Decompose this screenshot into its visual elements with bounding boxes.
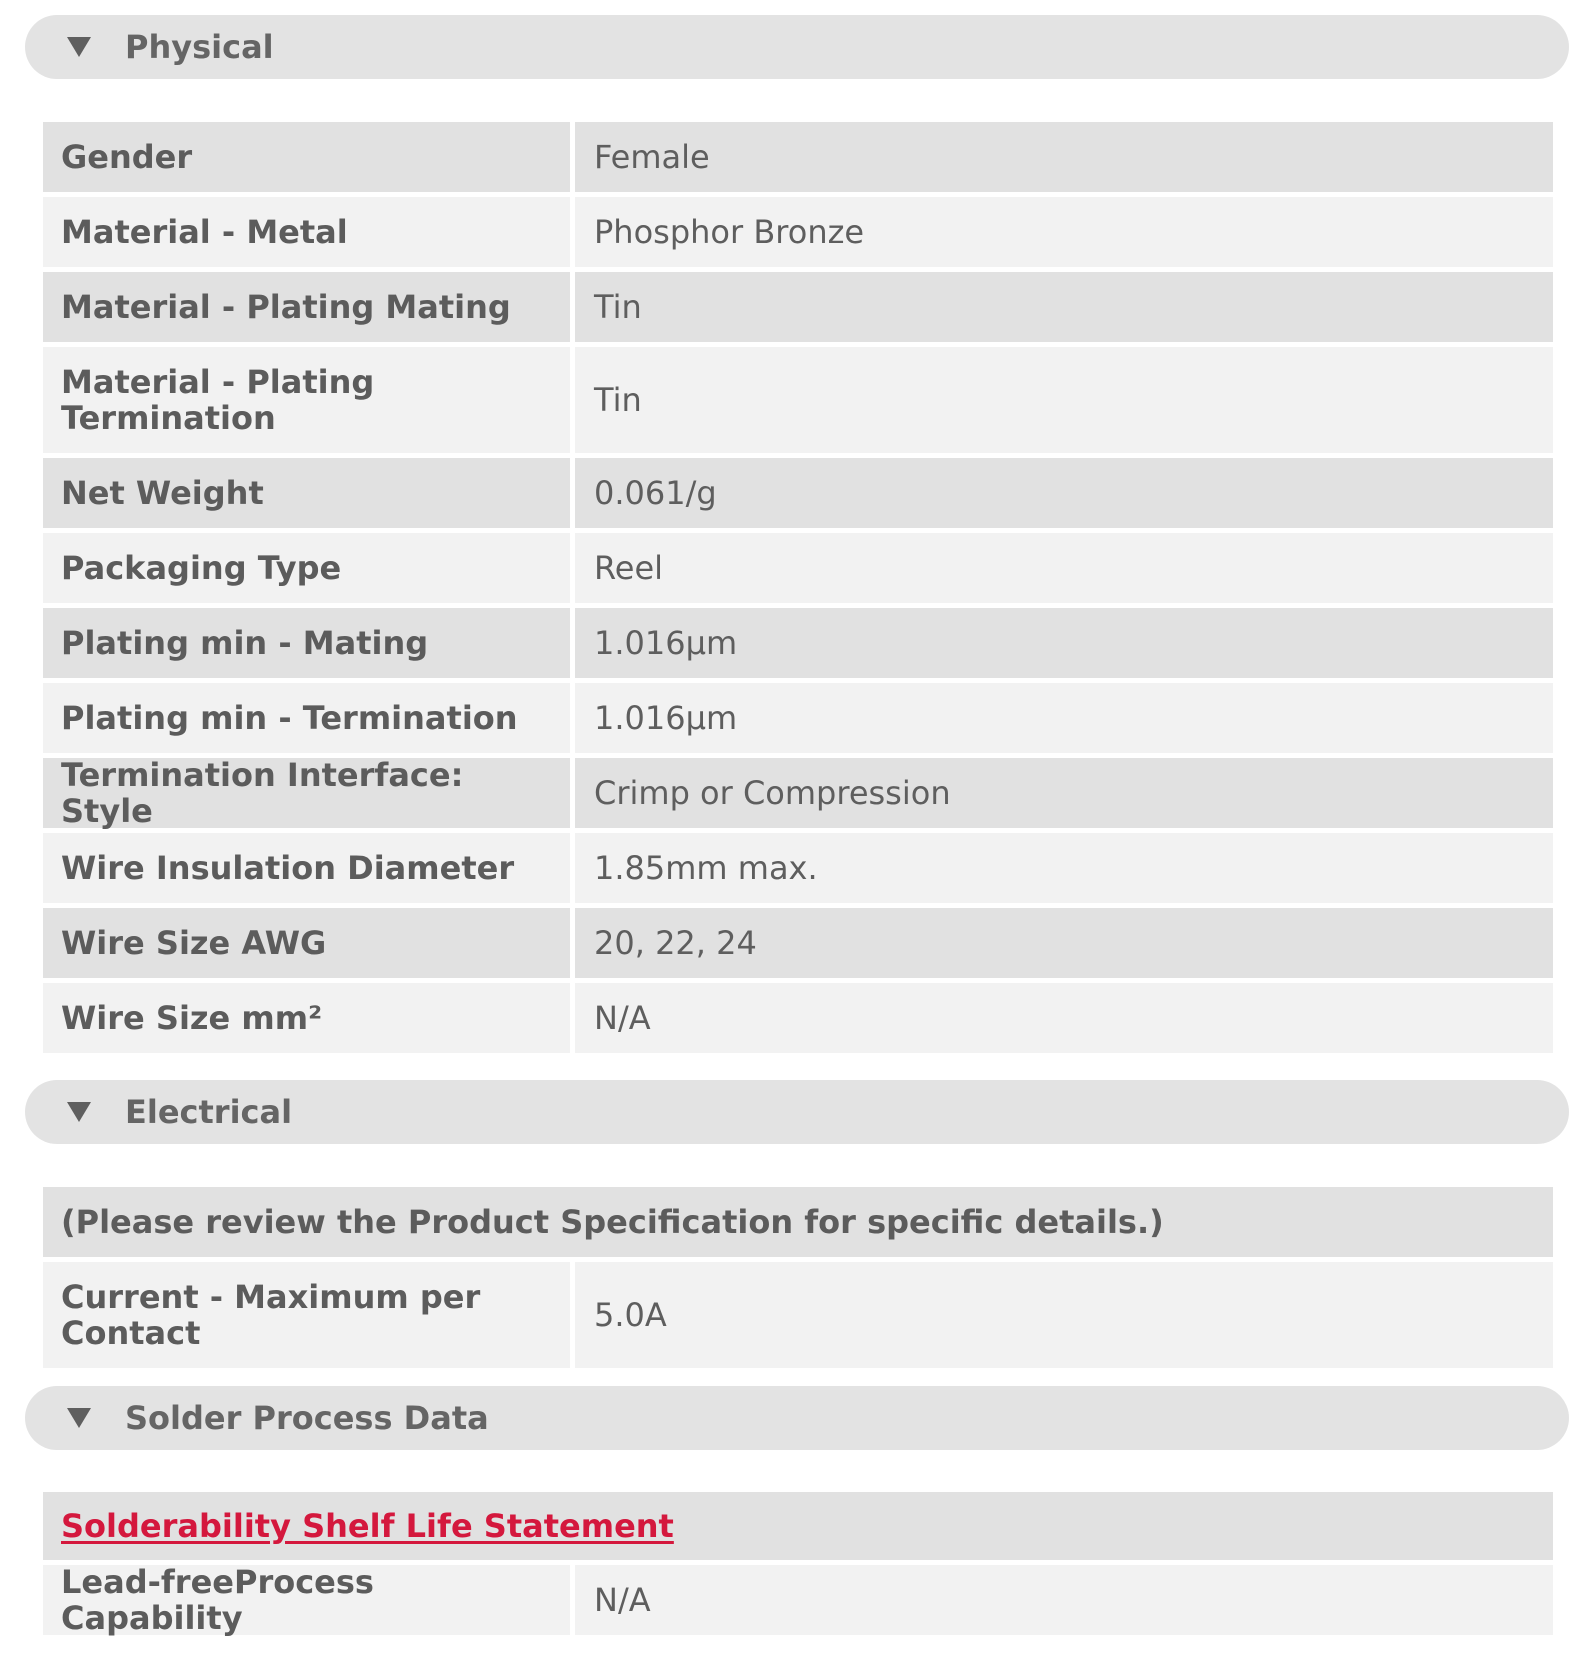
spec-value: 1.016µm xyxy=(575,608,1553,678)
table-row xyxy=(43,908,1553,978)
table-row xyxy=(43,458,1553,528)
table-row xyxy=(43,1262,1553,1368)
section-title-solder-process-data: Solder Process Data xyxy=(125,1399,489,1437)
spec-label: Net Weight xyxy=(43,458,570,528)
spec-value: N/A xyxy=(575,983,1553,1053)
spec-label: Wire Insulation Diameter xyxy=(43,833,570,903)
spec-label-text: Current - Maximum per Contact xyxy=(61,1278,481,1352)
collapse-triangle-icon[interactable] xyxy=(67,37,91,57)
spec-label: Packaging Type xyxy=(43,533,570,603)
table-row xyxy=(43,983,1553,1053)
table-row xyxy=(43,533,1553,603)
table-row xyxy=(43,683,1553,753)
spec-value: 1.85mm max. xyxy=(575,833,1553,903)
table-row xyxy=(43,833,1553,903)
table-row xyxy=(43,1565,1553,1635)
spec-label: Wire Size AWG xyxy=(43,908,570,978)
spec-label: Termination Interface: Style xyxy=(43,758,570,828)
spec-label xyxy=(43,347,570,453)
spec-value: Female xyxy=(575,122,1553,192)
section-header-electrical[interactable] xyxy=(25,1080,1569,1144)
spec-value: Crimp or Compression xyxy=(575,758,1553,828)
section-header-physical[interactable] xyxy=(25,15,1569,79)
table-row xyxy=(43,347,1553,453)
spec-label-text: Material - Plating Termination xyxy=(61,363,375,437)
section-header-solder-process-data[interactable] xyxy=(25,1386,1569,1450)
physical-spec-table xyxy=(43,122,1553,1058)
table-row xyxy=(43,608,1553,678)
spec-value: 0.061/g xyxy=(575,458,1553,528)
spec-label xyxy=(43,1262,570,1368)
spec-value: Reel xyxy=(575,533,1553,603)
table-row xyxy=(43,1187,1553,1257)
spec-label: Material - Plating Mating xyxy=(43,272,570,342)
table-row xyxy=(43,197,1553,267)
table-row xyxy=(43,122,1553,192)
collapse-triangle-icon[interactable] xyxy=(67,1102,91,1122)
table-row xyxy=(43,272,1553,342)
spec-label: Material - Metal xyxy=(43,197,570,267)
spec-value: Phosphor Bronze xyxy=(575,197,1553,267)
spec-label: Wire Size mm² xyxy=(43,983,570,1053)
section-title-physical: Physical xyxy=(125,28,274,66)
table-row xyxy=(43,758,1553,828)
link-row xyxy=(43,1492,1553,1560)
collapse-triangle-icon[interactable] xyxy=(67,1408,91,1428)
spec-label: Lead-freeProcess Capability xyxy=(43,1565,570,1635)
spec-value: Tin xyxy=(575,347,1553,453)
spec-value: 20, 22, 24 xyxy=(575,908,1553,978)
table-row xyxy=(43,1492,1553,1560)
spec-label: Gender xyxy=(43,122,570,192)
spec-value: N/A xyxy=(575,1565,1553,1635)
spec-value: Tin xyxy=(575,272,1553,342)
spec-value: 5.0A xyxy=(575,1262,1553,1368)
spec-value: 1.016µm xyxy=(575,683,1553,753)
electrical-spec-table xyxy=(43,1187,1553,1373)
spec-label: Plating min - Mating xyxy=(43,608,570,678)
spec-note: (Please review the Product Specification for specific details.) xyxy=(43,1187,1553,1257)
section-title-electrical: Electrical xyxy=(125,1093,293,1131)
solderability-shelf-life-link[interactable]: Solderability Shelf Life Statement xyxy=(61,1507,674,1545)
solder-spec-table xyxy=(43,1492,1553,1640)
spec-label: Plating min - Termination xyxy=(43,683,570,753)
